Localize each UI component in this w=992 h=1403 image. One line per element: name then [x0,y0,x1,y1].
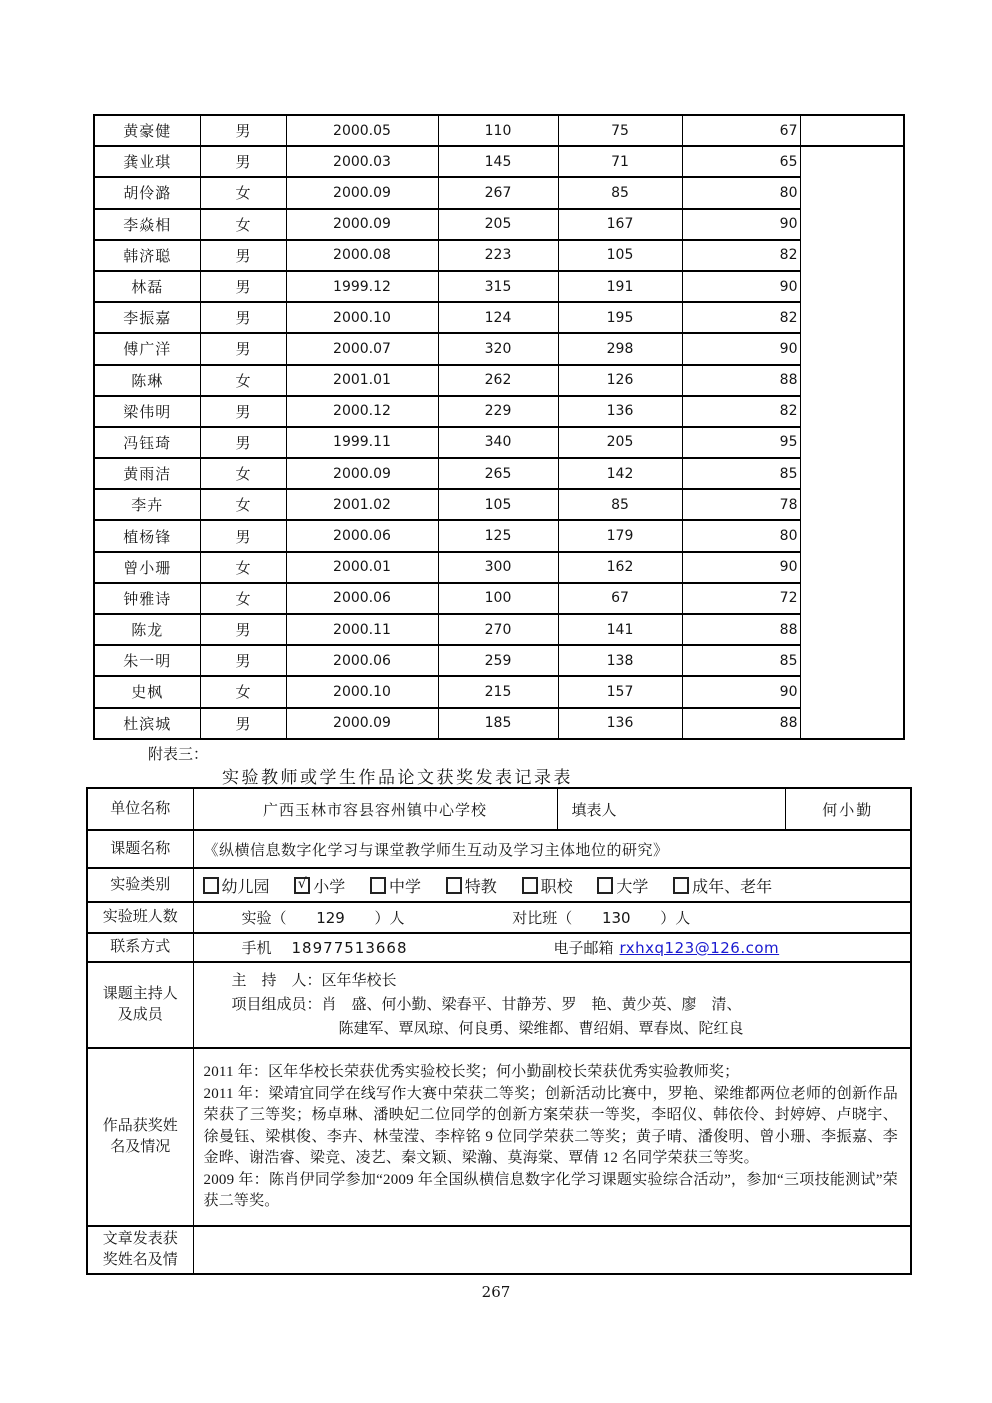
student-row [94,209,904,240]
student-gender: 男 [200,333,286,364]
option-label: 幼儿园 [221,878,270,896]
checkbox-icon [597,877,613,894]
form-row-unit [87,788,911,830]
student-name: 杜滨城 [94,708,200,739]
checkbox-checked-icon [294,877,310,894]
student-gender: 女 [200,489,286,520]
score-1: 125 [438,520,558,551]
student-gender: 女 [200,552,286,583]
score-2: 71 [558,146,682,177]
student-name: 韩济聪 [94,240,200,271]
score-2: 136 [558,396,682,427]
score-2: 136 [558,708,682,739]
score-2: 67 [558,583,682,614]
score-3: 88 [682,708,800,739]
score-1: 229 [438,396,558,427]
category-label: 实验类别 [87,868,193,902]
score-3: 82 [682,302,800,333]
score-1: 300 [438,552,558,583]
student-row [94,458,904,489]
student-name: 李振嘉 [94,302,200,333]
score-2: 167 [558,209,682,240]
members-line-continued: 陈建军、覃凤琼、何良勇、梁维都、曹绍娟、覃春岚、陀红良 [338,1021,744,1037]
student-name: 冯钰琦 [94,427,200,458]
form-row-publications [87,1226,911,1274]
student-name: 陈琳 [94,365,200,396]
student-name: 黄豪健 [94,115,200,146]
form-row-class-size [87,902,911,933]
student-row [94,271,904,302]
student-row [94,146,904,177]
score-3: 80 [682,177,800,208]
score-2: 142 [558,458,682,489]
score-1: 205 [438,209,558,240]
topic-name-label: 课题名称 [87,830,193,868]
student-birthdate: 2000.06 [286,645,438,676]
student-birthdate: 2000.08 [286,240,438,271]
student-gender: 男 [200,708,286,739]
awards-paragraph-2011b: 2011 年：梁靖宜同学在线写作大赛中荣获二等奖；创新活动比赛中，罗艳、梁维都两位老师的创新作品荣获了三等奖；杨卓琳、潘映妃二位同学的创新方案荣获一等奖，李昭仪、韩依伶、封婷婷、卢晓宇、徐曼钰、梁棋俊、李卉、林莹滢、李梓铭 9 位同学荣获二等奖；黄子晴、潘俊明、曾小珊、李振嘉、李金晔、谢浩睿、梁竞、凌艺、秦文颖、梁瀚、莫海棠、覃倩 12 名同学荣获三等奖。 [203,1085,898,1167]
score-2: 85 [558,489,682,520]
score-2: 162 [558,552,682,583]
score-1: 315 [438,271,558,302]
form-row-contact [87,933,911,962]
option-label: 特教 [464,878,497,896]
leader-line: 主 持 人：区年华校长 [231,973,397,989]
score-1: 262 [438,365,558,396]
student-row [94,645,904,676]
score-3: 78 [682,489,800,520]
score-2: 75 [558,115,682,146]
checkbox-option-university [597,879,648,896]
option-label: 中学 [389,878,422,896]
score-3: 85 [682,645,800,676]
score-3: 65 [682,146,800,177]
student-gender: 女 [200,676,286,707]
score-3: 90 [682,676,800,707]
student-row [94,552,904,583]
student-name: 李焱相 [94,209,200,240]
student-gender: 女 [200,209,286,240]
score-1: 270 [438,614,558,645]
score-2: 138 [558,645,682,676]
student-birthdate: 2000.10 [286,676,438,707]
leader-label: 课题主持人及成员 [87,962,193,1048]
leader-members [193,962,911,1048]
student-birthdate: 2000.06 [286,583,438,614]
class-size-values [193,902,911,933]
student-name: 傅广洋 [94,333,200,364]
score-2: 126 [558,365,682,396]
option-label: 大学 [616,878,649,896]
score-1: 265 [438,458,558,489]
student-birthdate: 2000.10 [286,302,438,333]
score-2: 191 [558,271,682,302]
student-row [94,427,904,458]
form-row-awards [87,1048,911,1226]
phone-label: 手机 [241,941,272,957]
option-label: 成年、老年 [692,878,773,896]
score-1: 259 [438,645,558,676]
experiment-size-suffix: ）人 [374,911,405,927]
score-2: 298 [558,333,682,364]
score-1: 100 [438,583,558,614]
email-label: 电子邮箱 [553,941,614,957]
contrast-size [512,911,690,927]
score-2: 85 [558,177,682,208]
student-name: 林磊 [94,271,200,302]
checkbox-icon [203,877,219,894]
score-1: 105 [438,489,558,520]
checkbox-icon [370,877,386,894]
score-3: 88 [682,614,800,645]
category-options [193,868,911,902]
score-2: 141 [558,614,682,645]
student-row [94,583,904,614]
student-row [94,489,904,520]
student-birthdate: 2000.09 [286,458,438,489]
student-name: 陈龙 [94,614,200,645]
publications-details-empty [193,1226,911,1274]
unit-name-label: 单位名称 [87,788,193,830]
members-line: 项目组成员：肖 盛、何小勤、梁春平、甘静芳、罗 艳、黄少英、廖 清、 [231,997,742,1013]
unit-name-value: 广西玉林市容县容州镇中心学校 [193,788,557,830]
class-size-label: 实验班人数 [87,902,193,933]
student-birthdate: 2001.01 [286,365,438,396]
checkbox-option-kindergarten [203,879,270,896]
score-1: 215 [438,676,558,707]
score-1: 267 [438,177,558,208]
option-label: 职校 [540,878,573,896]
score-3: 88 [682,365,800,396]
email-link[interactable]: rxhxq123@126.com [619,939,780,957]
student-birthdate: 2000.06 [286,520,438,551]
student-gender: 男 [200,614,286,645]
checkbox-option-special [446,879,497,896]
score-3: 80 [682,520,800,551]
experiment-size [242,911,405,927]
student-row [94,240,904,271]
awards-paragraph-2011a: 2011 年：区年华校长荣获优秀实验校长奖；何小勤副校长荣获优秀实验教师奖； [203,1063,740,1080]
score-3: 82 [682,240,800,271]
student-birthdate: 2000.09 [286,708,438,739]
score-2: 205 [558,427,682,458]
student-gender: 男 [200,427,286,458]
filler-value: 何小勤 [785,788,911,830]
student-gender: 男 [200,520,286,551]
award-record-form [86,787,912,1275]
student-birthdate: 2000.09 [286,177,438,208]
contrast-size-prefix: 对比班（ [512,911,573,927]
contact-label: 联系方式 [87,933,193,962]
score-3: 95 [682,427,800,458]
form-title: 实验教师或学生作品论文获奖发表记录表 [222,768,573,787]
student-gender: 男 [200,115,286,146]
form-row-topic [87,830,911,868]
student-gender: 男 [200,271,286,302]
experiment-size-prefix: 实验（ [241,911,287,927]
contrast-size-value: 130 [601,909,631,927]
checkbox-icon [673,877,689,894]
student-birthdate: 2001.02 [286,489,438,520]
score-2: 179 [558,520,682,551]
student-name: 植杨锋 [94,520,200,551]
checkbox-option-adult [673,879,772,896]
awards-label: 作品获奖姓名及情况 [87,1048,193,1226]
score-1: 110 [438,115,558,146]
checkbox-option-middle [370,879,421,896]
student-name: 李卉 [94,489,200,520]
student-birthdate: 2000.01 [286,552,438,583]
student-name: 龚业琪 [94,146,200,177]
score-2: 195 [558,302,682,333]
student-name: 曾小珊 [94,552,200,583]
student-row [94,396,904,427]
student-birthdate: 2000.12 [286,396,438,427]
form-row-leader [87,962,911,1048]
student-gender: 女 [200,583,286,614]
score-3: 72 [682,583,800,614]
student-birthdate: 2000.05 [286,115,438,146]
score-1: 340 [438,427,558,458]
score-2: 157 [558,676,682,707]
option-label: 小学 [313,878,346,896]
student-gender: 女 [200,458,286,489]
student-name: 胡伶潞 [94,177,200,208]
student-row [94,177,904,208]
student-row [94,708,904,739]
student-name: 史枫 [94,676,200,707]
experiment-size-value: 129 [316,909,345,927]
student-gender: 男 [200,146,286,177]
score-3: 85 [682,458,800,489]
student-birthdate: 1999.11 [286,427,438,458]
student-records-table [93,114,905,740]
phone-number: 18977513668 [291,939,408,957]
score-1: 320 [438,333,558,364]
student-gender: 男 [200,396,286,427]
score-1: 223 [438,240,558,271]
student-birthdate: 2000.11 [286,614,438,645]
score-3: 67 [682,115,800,146]
student-birthdate: 2000.03 [286,146,438,177]
student-row [94,302,904,333]
awards-paragraph-2009: 2009 年：陈肖伊同学参加“2009 年全国纵横信息数字化学习课题实验综合活动”，参加“三项技能测试”荣获二等奖。 [203,1171,898,1210]
score-1: 145 [438,146,558,177]
student-gender: 男 [200,645,286,676]
student-row [94,333,904,364]
student-name: 钟雅诗 [94,583,200,614]
student-row [94,520,904,551]
score-3: 90 [682,333,800,364]
student-gender: 女 [200,177,286,208]
contrast-size-suffix: ）人 [660,911,691,927]
student-birthdate: 2000.07 [286,333,438,364]
contact-values [193,933,911,962]
score-1: 185 [438,708,558,739]
student-name: 黄雨洁 [94,458,200,489]
student-gender: 男 [200,240,286,271]
remarks-cell [800,115,904,146]
student-name: 朱一明 [94,645,200,676]
topic-name-value: 《纵横信息数字化学习与课堂教学师生互动及学习主体地位的研究》 [193,830,911,868]
page-number: 267 [481,1283,511,1301]
awards-details [193,1048,911,1226]
student-row [94,614,904,645]
remarks-cell-merged [800,146,904,739]
student-row [94,115,904,146]
student-birthdate: 2000.09 [286,209,438,240]
score-3: 82 [682,396,800,427]
filler-label: 填表人 [557,788,785,830]
student-name: 梁伟明 [94,396,200,427]
checkbox-option-vocational [522,879,573,896]
student-gender: 女 [200,365,286,396]
checkbox-option-primary [294,875,346,896]
checkbox-icon [522,877,538,894]
score-3: 90 [682,271,800,302]
score-3: 90 [682,552,800,583]
checkbox-icon [446,877,462,894]
check-mark: √ [297,875,307,892]
form-row-category [87,868,911,902]
score-3: 90 [682,209,800,240]
student-row [94,676,904,707]
score-2: 105 [558,240,682,271]
appendix-label: 附表三： [148,747,209,763]
student-gender: 男 [200,302,286,333]
score-1: 124 [438,302,558,333]
student-birthdate: 1999.12 [286,271,438,302]
publications-label: 文章发表获奖姓名及情 [87,1226,193,1274]
student-row [94,365,904,396]
